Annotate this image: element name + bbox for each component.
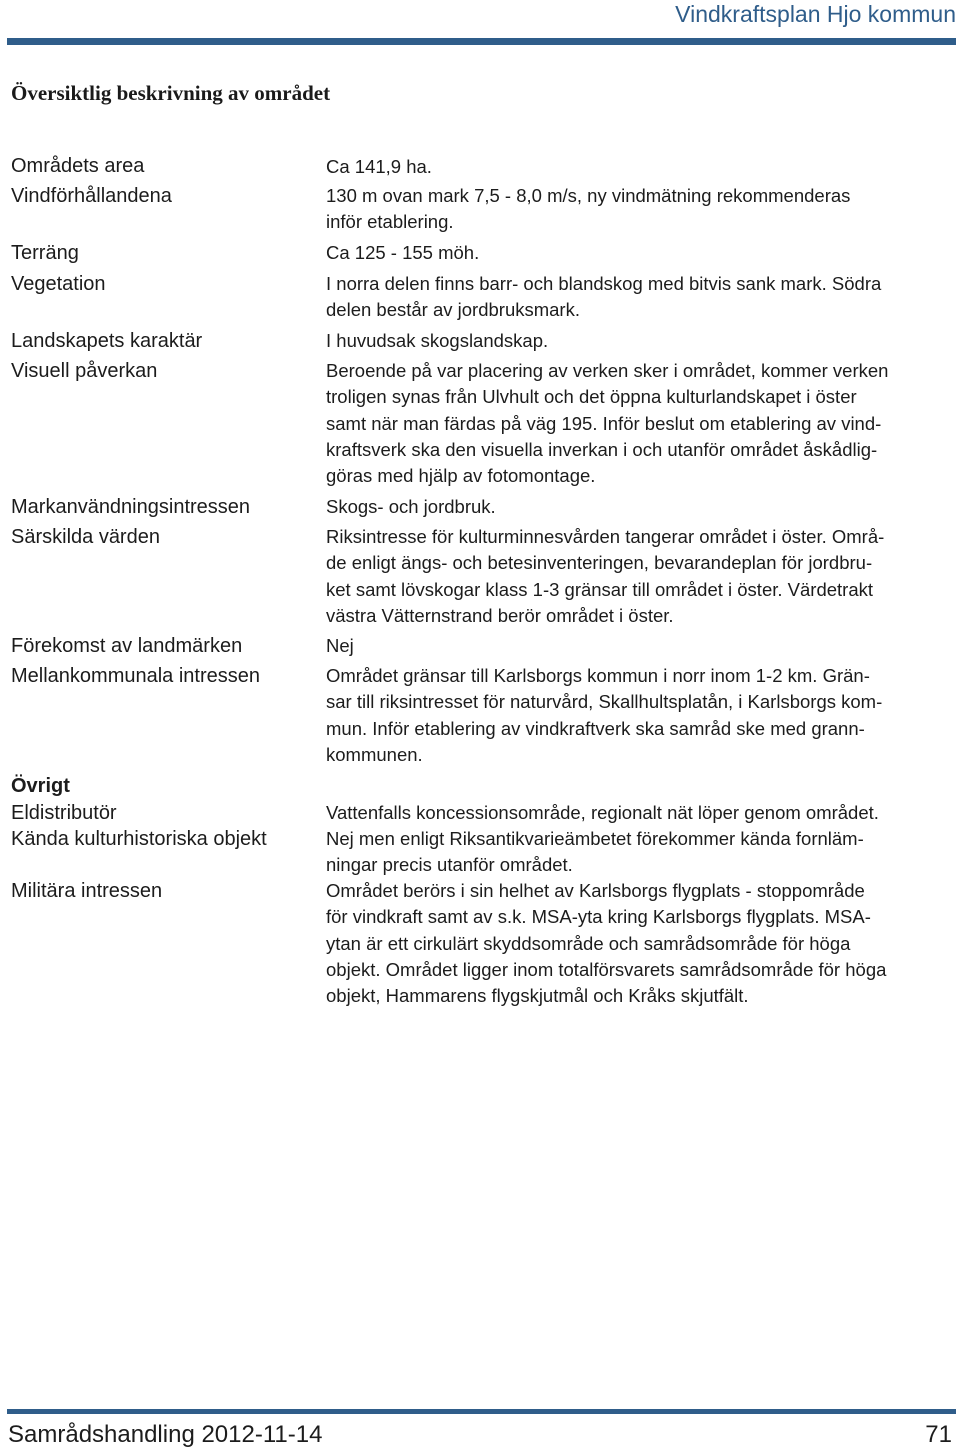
- value-military: [326, 878, 956, 1009]
- label-distributor: Eldistributör: [11, 802, 117, 824]
- value-line: för vindkraft samt av s.k. MSA-yta kring Karlsborgs flygplats. MSA-: [326, 906, 871, 928]
- value-line: I norra delen finns barr- och blandskog med bitvis sank mark. Södra: [326, 273, 882, 294]
- value-line: sar till riksintresset för naturvård, Skallhultsplatån, i Karlsborgs kom-: [326, 691, 883, 713]
- value-line: troligen synas från Ulvhult och det öppna kulturlandskapet i öster: [326, 386, 857, 408]
- value-line: Skogs- och jordbruk.: [326, 496, 496, 517]
- value-line: Beroende på var placering av verken sker i området, kommer verken: [326, 360, 889, 381]
- label-military: Militära intressen: [11, 880, 163, 902]
- label-land-use: Markanvändningsintressen: [11, 496, 251, 518]
- label-vegetation: Vegetation: [11, 273, 106, 295]
- label-area: Områdets area: [11, 155, 145, 177]
- value-landmarks: [326, 633, 956, 659]
- value-line: Ca 125 - 155 möh.: [326, 242, 480, 263]
- value-line: Riksintresse för kulturminnesvården tangerar området i öster. Områ-: [326, 526, 885, 547]
- value-line: 130 m ovan mark 7,5 - 8,0 m/s, ny vindmätning rekommenderas: [326, 185, 851, 206]
- value-landscape: [326, 328, 956, 354]
- value-line: ket samt lövskogar klass 1-3 gränsar till området i öster. Värdetrakt: [326, 578, 873, 600]
- value-line: kraftsverk ska den visuella inverkan i och utanför området åskådlig-: [326, 438, 878, 460]
- label-landmarks: Förekomst av landmärken: [11, 635, 243, 657]
- value-line: samt när man färdas på väg 195. Inför beslut om etablering av vind-: [326, 412, 882, 434]
- value-area: [326, 154, 956, 180]
- page-header-title: Vindkraftsplan Hjo kommun: [675, 1, 956, 27]
- label-special: Särskilda värden: [11, 526, 160, 548]
- label-landscape: Landskapets karaktär: [11, 330, 203, 352]
- value-line: inför etablering.: [326, 211, 454, 233]
- value-cultural: [326, 826, 956, 879]
- header-divider: [7, 38, 956, 45]
- label-other: Övrigt: [11, 775, 70, 797]
- value-intermunicipal: [326, 663, 956, 768]
- section-heading: Översiktlig beskrivning av området: [11, 81, 331, 105]
- value-vegetation: [326, 271, 956, 324]
- value-line: delen består av jordbruksmark.: [326, 299, 580, 321]
- label-wind: Vindförhållandena: [11, 185, 172, 207]
- value-line: Ca 141,9 ha.: [326, 156, 432, 177]
- label-terrain: Terräng: [11, 242, 79, 264]
- value-terrain: [326, 240, 956, 266]
- value-line: mun. Inför etablering av vindkraftverk ska samråd ske med grann-: [326, 717, 865, 739]
- value-land-use: [326, 494, 956, 520]
- value-line: I huvudsak skogslandskap.: [326, 330, 549, 351]
- label-cultural: Kända kulturhistoriska objekt: [11, 828, 267, 850]
- label-intermunicipal: Mellankommunala intressen: [11, 665, 261, 687]
- value-distributor: [326, 800, 956, 826]
- page-number: 71: [925, 1421, 952, 1448]
- footer-divider: [7, 1409, 956, 1414]
- value-line: Vattenfalls koncessionsområde, regionalt nät löper genom området.: [326, 802, 879, 823]
- value-wind: [326, 183, 956, 236]
- value-line: ningar precis utanför området.: [326, 854, 573, 876]
- value-line: göras med hjälp av fotomontage.: [326, 465, 596, 487]
- value-line: objekt, Hammarens flygskjutmål och Kråks skjutfält.: [326, 985, 749, 1007]
- value-line: de enligt ängs- och betesinventeringen, bevarandeplan för jordbru-: [326, 552, 873, 574]
- label-visual: Visuell påverkan: [11, 360, 158, 382]
- value-visual: [326, 358, 956, 489]
- value-line: västra Vätternstrand berör området i öster.: [326, 604, 674, 626]
- value-line: kommunen.: [326, 743, 423, 765]
- value-line: Nej men enligt Riksantikvarieämbetet förekommer kända fornläm-: [326, 828, 864, 849]
- footer-document-status: Samrådshandling 2012-11-14: [8, 1421, 323, 1448]
- value-line: objekt. Området ligger inom totalförsvarets samrådsområde för höga: [326, 958, 887, 980]
- value-line: Nej: [326, 635, 354, 656]
- value-line: Området gränsar till Karlsborgs kommun i norr inom 1-2 km. Grän-: [326, 665, 870, 686]
- value-line: Området berörs i sin helhet av Karlsborgs flygplats - stoppområde: [326, 880, 865, 901]
- value-special: [326, 524, 956, 629]
- value-line: ytan är ett cirkulärt skyddsområde och samrådsområde för höga: [326, 932, 851, 954]
